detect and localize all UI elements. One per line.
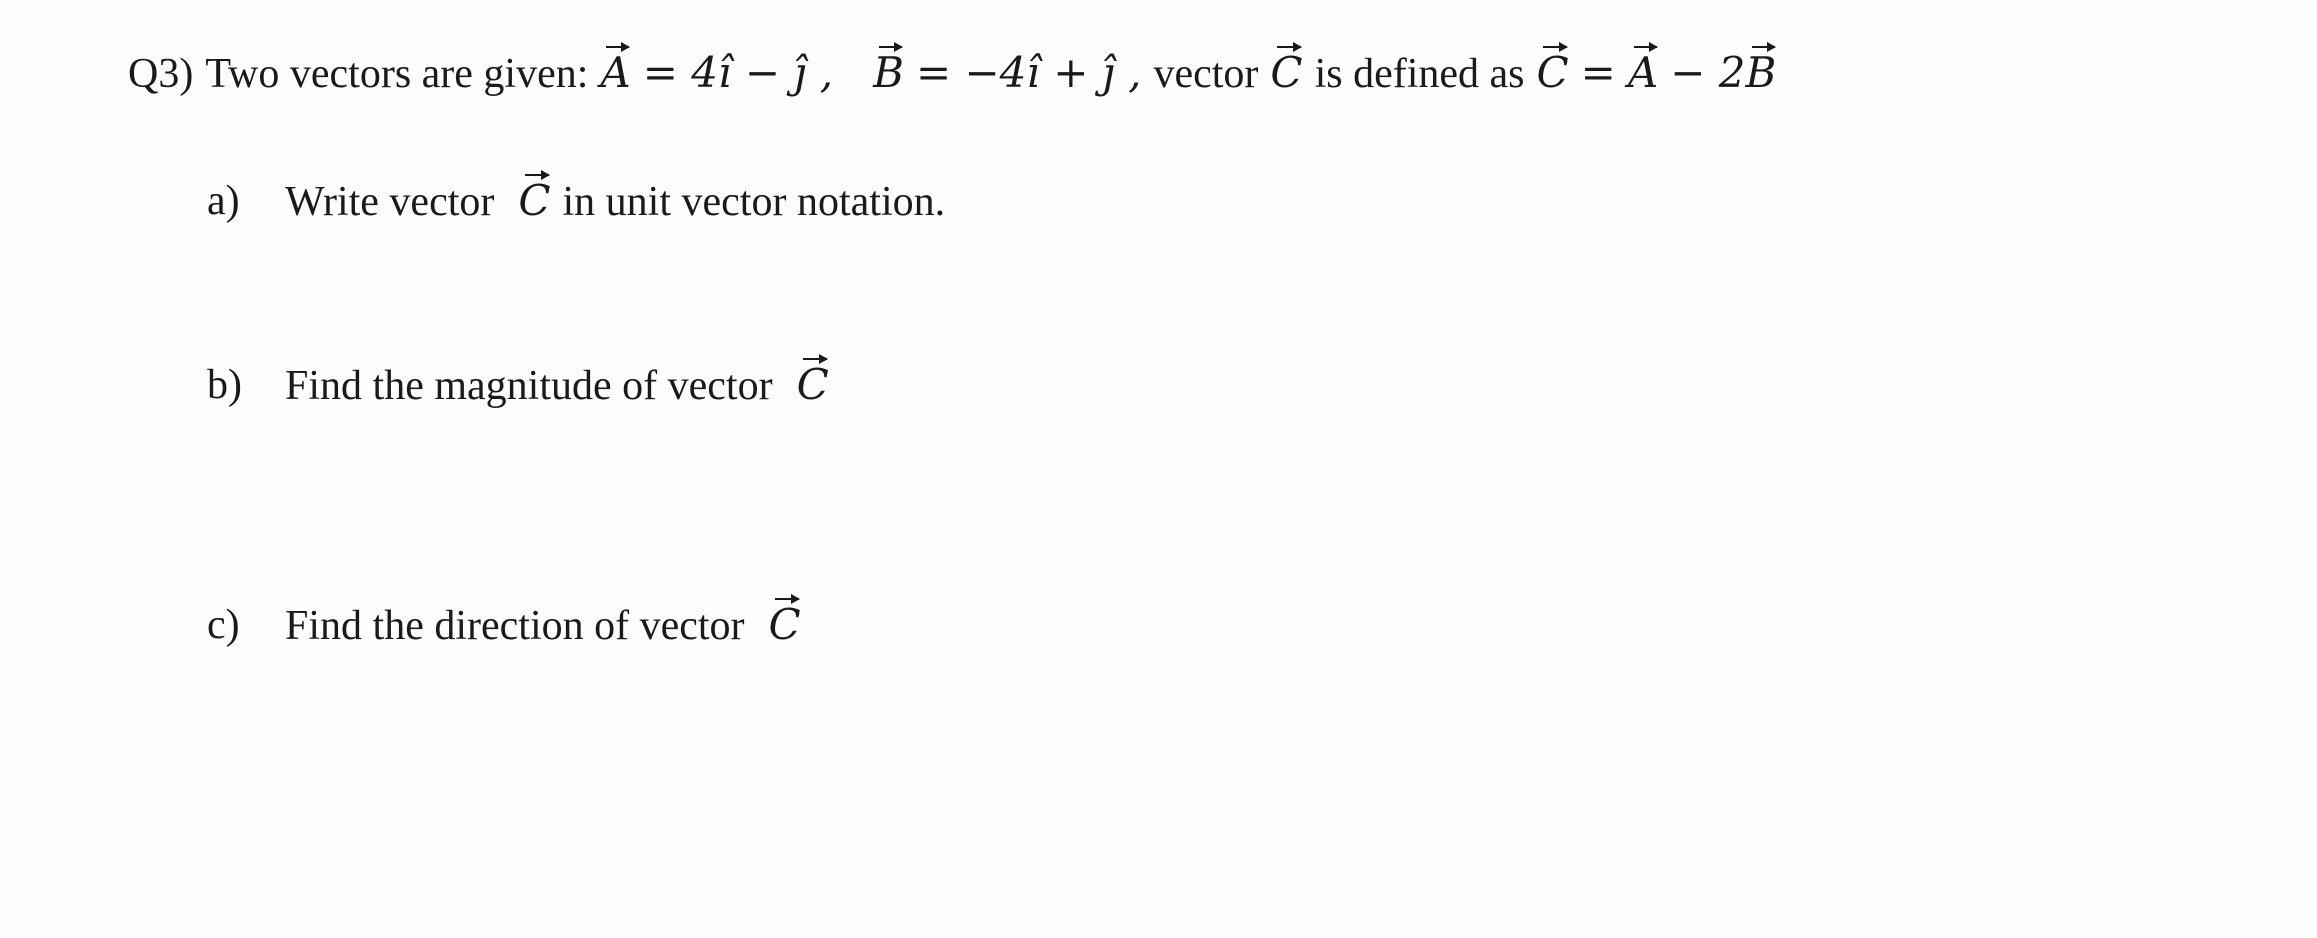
part-label: c): [207, 602, 240, 648]
defined-as-text: is defined as: [1314, 51, 1525, 97]
part-vector-symbol: C: [768, 600, 801, 649]
vector-a-definition: = 4î − ĵ ,: [642, 48, 834, 97]
part-text-after: in unit vector notation.: [562, 179, 946, 225]
question-intro: Two vectors are given:: [205, 51, 589, 97]
vector-word: vector: [1153, 51, 1259, 97]
part-text-before: Find the magnitude of vector: [285, 363, 773, 409]
vector-b-definition: = −4î + ĵ ,: [915, 48, 1142, 97]
part-label: a): [207, 178, 240, 224]
part-vector-symbol: C: [796, 360, 829, 409]
def-vector-a-symbol: A: [1627, 48, 1659, 97]
def-minus-two: − 2: [1670, 48, 1746, 97]
vector-a-symbol: A: [600, 48, 631, 97]
part-vector-symbol: C: [518, 176, 551, 225]
vector-c-symbol: C: [1270, 48, 1303, 97]
part-text: [285, 360, 829, 409]
vector-b-symbol: B: [873, 48, 904, 97]
part-text-before: Find the direction of vector: [285, 603, 745, 649]
def-vector-b-symbol: B: [1745, 48, 1777, 97]
def-vector-c-symbol: C: [1536, 48, 1569, 97]
question-statement: [128, 48, 1777, 97]
part-text-before: Write vector: [285, 179, 495, 225]
def-equals-sign: =: [1580, 48, 1616, 97]
part-label: b): [207, 362, 242, 408]
part-text: [285, 600, 801, 649]
part-text: [285, 176, 946, 225]
question-number: Q3): [128, 51, 194, 97]
